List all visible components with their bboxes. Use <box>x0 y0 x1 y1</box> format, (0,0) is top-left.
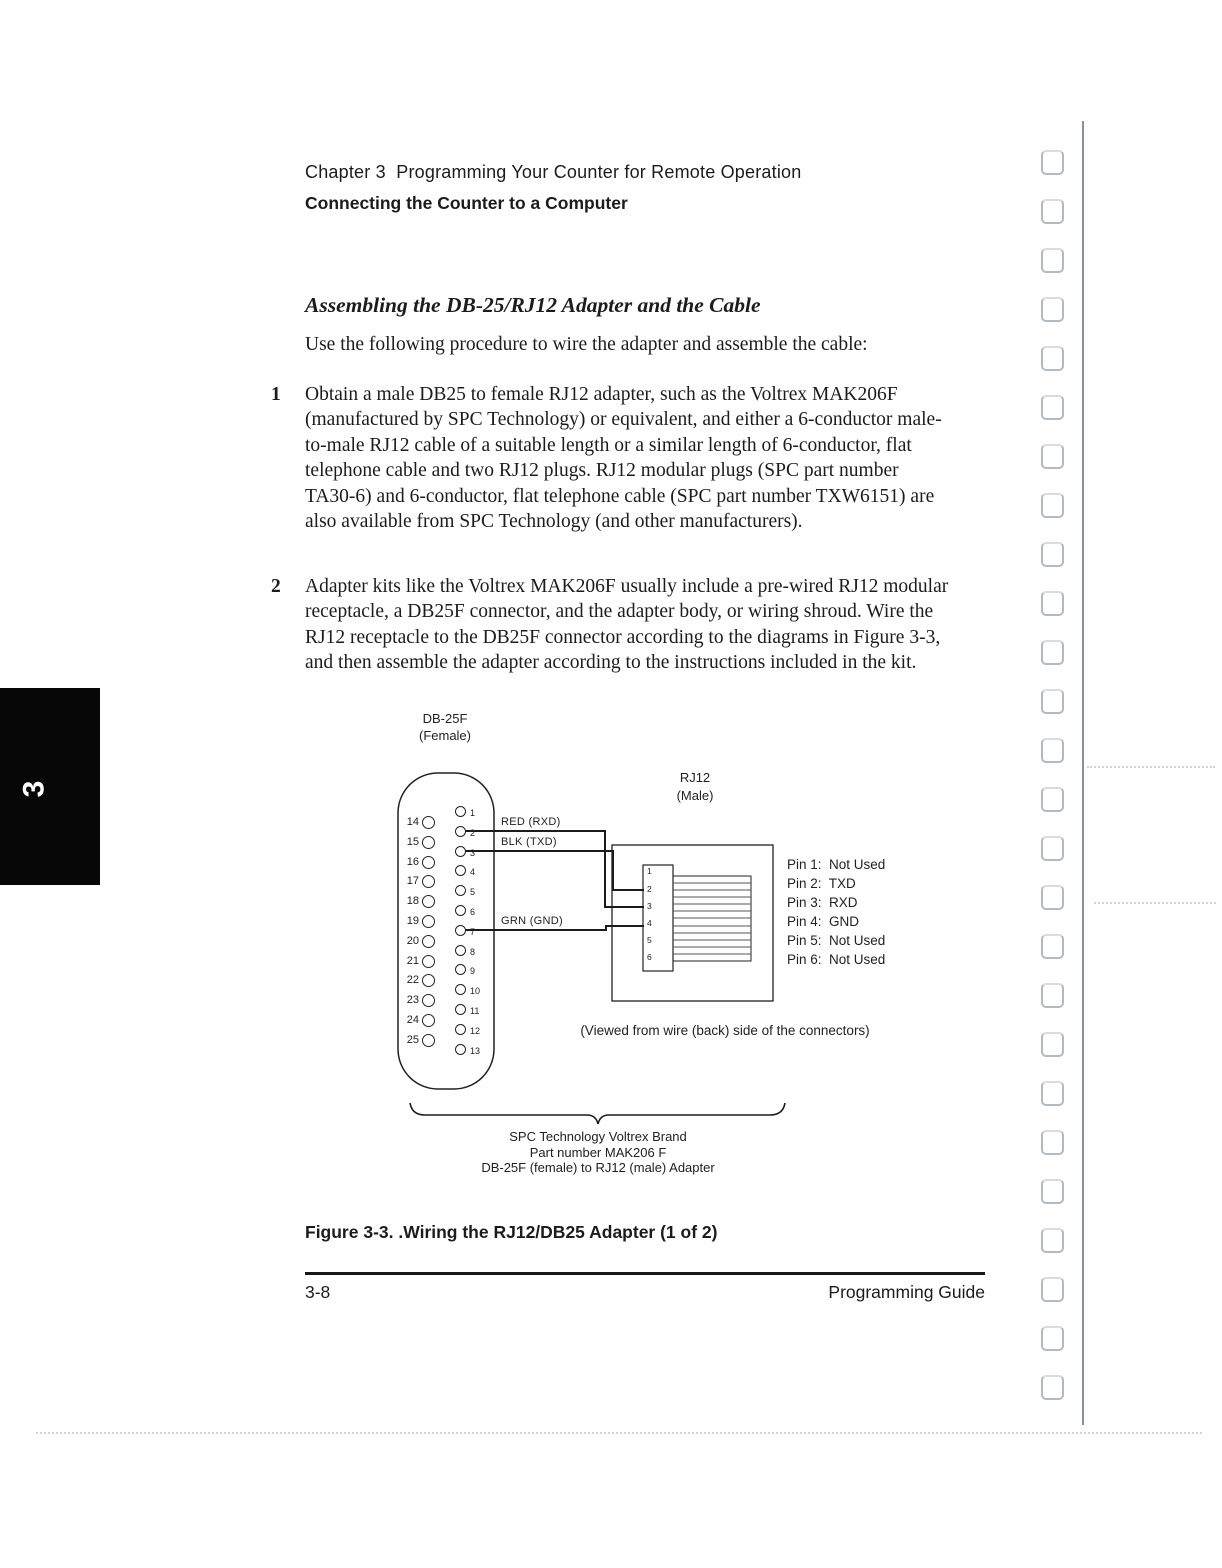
pin-number: 11 <box>470 1006 480 1016</box>
db25-pin-row-19 <box>401 914 435 928</box>
db25-pin-row-8 <box>455 944 475 956</box>
pin-assignment-4: Pin 4: GND <box>787 914 860 929</box>
pin-circle <box>455 806 466 817</box>
pin-circle <box>455 925 466 936</box>
pin-circle <box>422 955 435 968</box>
pin-number: 14 <box>406 816 419 828</box>
db25-pin-row-1 <box>455 805 475 817</box>
db25-pin-row-4 <box>455 864 475 876</box>
punch-mark <box>1041 150 1064 175</box>
pin-number: 15 <box>406 836 419 848</box>
pin-circle <box>455 964 466 975</box>
punch-mark <box>1041 591 1064 616</box>
pin-circle <box>422 816 435 829</box>
pin-circle <box>455 945 466 956</box>
pin-number: 5 <box>470 887 476 897</box>
section-header: Connecting the Counter to a Computer <box>305 193 628 213</box>
footer <box>305 1282 985 1303</box>
pin-circle <box>422 935 435 948</box>
pin-number: 10 <box>470 986 481 996</box>
pin-assignment-3: Pin 3: RXD <box>787 895 858 910</box>
wire-label-grn: GRN (GND) <box>501 915 563 927</box>
pin-circle <box>422 1034 435 1047</box>
chapter-tab-number: 3 <box>17 780 51 798</box>
punch-mark <box>1041 1228 1064 1253</box>
punch-mark <box>1041 836 1064 861</box>
pin-number: 3 <box>470 848 476 858</box>
pin-number: 19 <box>406 915 419 927</box>
pin-number: 18 <box>406 895 419 907</box>
right-margin-rule <box>1082 121 1084 1425</box>
step-2 <box>271 574 950 676</box>
pin-circle <box>455 1024 466 1035</box>
pin-number: 20 <box>406 935 419 947</box>
pin-circle <box>422 994 435 1007</box>
scan-artifact-line <box>36 1432 1202 1434</box>
punch-mark <box>1041 1277 1064 1302</box>
rj12-pin-number: 2 <box>647 884 652 894</box>
punch-mark <box>1041 934 1064 959</box>
rj12-pin-number: 1 <box>647 866 652 876</box>
figure-3-3-diagram <box>305 705 995 1205</box>
rj12-pin-number: 6 <box>647 952 652 962</box>
brand-line-3: DB-25F (female) to RJ12 (male) Adapter <box>481 1160 715 1175</box>
db25-pin-row-12 <box>455 1023 480 1035</box>
punch-mark <box>1041 787 1064 812</box>
wire-blk-txd <box>463 851 644 890</box>
punch-mark <box>1041 738 1064 763</box>
pin-circle <box>455 846 466 857</box>
rj12-pin-number: 5 <box>647 935 652 945</box>
punch-mark <box>1041 1032 1064 1057</box>
binding-punch-column <box>1041 150 1064 1424</box>
pin-number: 23 <box>406 994 419 1006</box>
rj12-subtitle: (Male) <box>676 788 714 803</box>
pin-circle <box>422 836 435 849</box>
chapter-header: Chapter 3 Programming Your Counter for Remote Operation <box>305 162 802 182</box>
pin-circle <box>455 826 466 837</box>
step-text: Adapter kits like the Voltrex MAK206F usually include a pre-wired RJ12 modular receptacle, a DB25F connector, and the adapter body, or wiring shroud. Wire the RJ12 receptacle to the DB25F connector according to the diagrams in Figure 3-3, and then assemble the adapter according to the instructions included in the kit. <box>305 576 949 674</box>
pin-number: 9 <box>470 966 476 976</box>
pin-assignment-1: Pin 1: Not Used <box>787 857 886 872</box>
punch-mark <box>1041 1130 1064 1155</box>
db25-pin-row-3 <box>455 845 475 857</box>
punch-mark <box>1041 1326 1064 1351</box>
step-1 <box>271 382 950 534</box>
db25-pin-row-20 <box>401 934 435 948</box>
pin-number: 12 <box>470 1026 481 1036</box>
punch-mark <box>1041 1179 1064 1204</box>
footer-guide-title: Programming Guide <box>828 1282 985 1302</box>
pin-circle <box>455 1004 466 1015</box>
intro-paragraph: Use the following procedure to wire the adapter and assemble the cable: <box>305 334 868 355</box>
db25-pin-row-25 <box>401 1033 435 1047</box>
db25-pin-row-24 <box>401 1013 435 1027</box>
scan-artifact-line <box>1087 766 1215 768</box>
db25-pin-row-2 <box>455 825 475 837</box>
db25-title: DB-25F <box>422 711 468 726</box>
rj12-pin-number: 4 <box>647 918 652 928</box>
pin-number: 1 <box>470 808 476 818</box>
db25-pin-row-16 <box>401 855 435 869</box>
db25-pin-row-22 <box>401 973 435 987</box>
rj12-pin-number: 3 <box>647 901 652 911</box>
pin-assignment-6: Pin 6: Not Used <box>787 952 886 967</box>
punch-mark <box>1041 444 1064 469</box>
pin-number: 17 <box>406 875 419 887</box>
db25-subtitle: (Female) <box>418 728 471 743</box>
step-text: Obtain a male DB25 to female RJ12 adapter, such as the Voltrex MAK206F (manufactured by SPC Technology) or equivalent, and either a 6-conductor male-to-male RJ12 cable of a suitable length or a similar length of 6-conductor, flat telephone cable and two RJ12 plugs. RJ12 modular plugs (SPC part number TA30-6) and 6-conductor, flat telephone cable (SPC part number TXW6151) are also available from SPC Technology (and other manufacturers). <box>305 384 942 533</box>
brand-line-1: SPC Technology Voltrex Brand <box>509 1129 687 1144</box>
db25-pin-row-15 <box>401 835 435 849</box>
punch-mark <box>1041 983 1064 1008</box>
db25-pin-row-13 <box>455 1043 480 1055</box>
db25-pin-row-23 <box>401 993 435 1007</box>
pin-number: 25 <box>406 1034 419 1046</box>
db25-pin-row-14 <box>401 815 435 829</box>
cable-hatch-lines <box>673 883 751 954</box>
db25-pin-row-7 <box>455 924 475 936</box>
pin-number: 16 <box>406 856 419 868</box>
pin-circle <box>455 885 466 896</box>
pin-assignment-2: Pin 2: TXD <box>787 876 856 891</box>
pin-circle <box>455 1044 466 1055</box>
footer-page-number: 3-8 <box>305 1282 331 1302</box>
adapter-brand-block <box>398 1129 798 1176</box>
punch-mark <box>1041 542 1064 567</box>
pin-circle <box>422 1014 435 1027</box>
db25-pin-row-18 <box>401 894 435 908</box>
pin-circle <box>422 974 435 987</box>
topic-heading: Assembling the DB-25/RJ12 Adapter and the Cable <box>305 293 761 317</box>
db25-pin-row-10 <box>455 983 480 995</box>
punch-mark <box>1041 395 1064 420</box>
pin-circle <box>422 895 435 908</box>
view-note: (Viewed from wire (back) side of the connectors) <box>580 1023 870 1038</box>
pin-number: 22 <box>406 974 419 986</box>
punch-mark <box>1041 248 1064 273</box>
footer-rule <box>305 1272 985 1275</box>
db25-pin-row-17 <box>401 874 435 888</box>
rj12-title: RJ12 <box>679 770 711 785</box>
figure-caption: Figure 3-3. .Wiring the RJ12/DB25 Adapter (1 of 2) <box>305 1222 718 1242</box>
pin-number: 8 <box>470 947 476 957</box>
db25-pin-row-6 <box>455 904 475 916</box>
punch-mark <box>1041 199 1064 224</box>
chapter-side-tab <box>0 688 100 885</box>
pin-circle <box>422 875 435 888</box>
pin-number: 7 <box>470 927 476 937</box>
punch-mark <box>1041 1081 1064 1106</box>
pin-number: 4 <box>470 867 476 877</box>
pin-circle <box>455 905 466 916</box>
pin-circle <box>422 856 435 869</box>
punch-mark <box>1041 493 1064 518</box>
punch-mark <box>1041 885 1064 910</box>
wire-label-blk: BLK (TXD) <box>501 836 557 848</box>
db25-pin-row-11 <box>455 1003 479 1015</box>
pin-circle <box>455 865 466 876</box>
pin-number: 21 <box>406 955 419 967</box>
pin-number: 13 <box>470 1046 481 1056</box>
punch-mark <box>1041 640 1064 665</box>
db25-pin-row-9 <box>455 963 475 975</box>
pin-number: 2 <box>470 828 476 838</box>
punch-mark <box>1041 346 1064 371</box>
step-number: 1 <box>271 384 281 405</box>
punch-mark <box>1041 689 1064 714</box>
grouping-brace <box>410 1103 785 1124</box>
scan-artifact-line <box>1094 902 1216 904</box>
db25-pin-row-5 <box>455 884 475 896</box>
wire-label-red: RED (RXD) <box>501 816 561 828</box>
pin-circle <box>455 984 466 995</box>
punch-mark <box>1041 1375 1064 1400</box>
brand-line-2: Part number MAK206 F <box>529 1144 667 1160</box>
pin-number: 6 <box>470 907 476 917</box>
pin-assignment-5: Pin 5: Not Used <box>787 933 886 948</box>
rj12-connector-box <box>612 845 773 1001</box>
step-number: 2 <box>271 576 281 597</box>
pin-number: 24 <box>406 1014 419 1026</box>
db25-pin-row-21 <box>401 954 435 968</box>
pin-circle <box>422 915 435 928</box>
punch-mark <box>1041 297 1064 322</box>
